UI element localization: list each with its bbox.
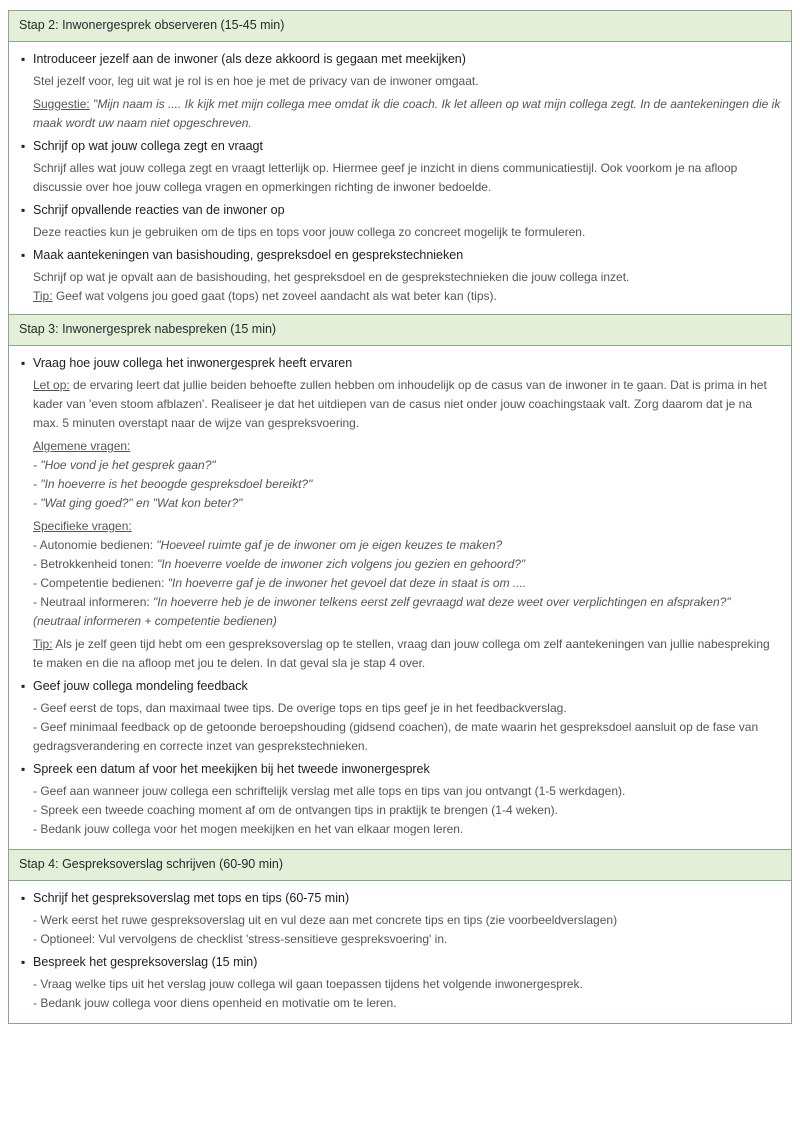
item-title: Schrijf op wat jouw collega zegt en vraagt: [33, 139, 263, 153]
document-page: [8, 10, 792, 1024]
list-item: - "Wat ging goed?" en "Wat kon beter?": [33, 496, 243, 510]
list-prefix: - Autonomie bedienen:: [33, 538, 157, 552]
stap3-item-2: [21, 679, 781, 756]
item-text: Deze reacties kun je gebruiken om de tips en tops voor jouw collega zo concreet mogelijk te formuleren.: [33, 225, 586, 239]
list-item: - Geef minimaal feedback op de getoonde beroepshouding (gidsend coachen), de mate waarin het gespreksdoel aansluit op de fase van gedragsverandering en correcte inzet van gesprekstechnieken.: [33, 720, 759, 753]
item-title: Vraag hoe jouw collega het inwonergesprek heeft ervaren: [33, 356, 353, 370]
bullet-icon: ▪: [21, 955, 26, 969]
stap2-header: Stap 2: Inwonergesprek observeren (15-45 min): [9, 11, 791, 42]
bullet-icon: ▪: [21, 762, 26, 776]
list-item: - Bedank jouw collega voor het mogen meekijken en het van elkaar mogen leren.: [33, 822, 464, 836]
letop-paragraph: [33, 376, 781, 433]
item-title: Maak aantekeningen van basishouding, gespreksdoel en gesprekstechnieken: [33, 248, 464, 262]
tip-paragraph: [33, 287, 781, 306]
tip-label: Tip:: [33, 289, 53, 303]
list-text: "In hoeverre voelde de inwoner zich volgens jou gezien en gehoord?": [157, 557, 526, 571]
suggestie-paragraph: [33, 95, 781, 133]
list-item: [33, 574, 781, 593]
stap4-item-1: [21, 891, 781, 949]
letop-text: de ervaring leert dat jullie beiden behoefte zullen hebben om inhoudelijk op de casus van de inwoner in te gaan. Dat is prima in het kader van 'even stoom afblazen'. Realiseer je dat het uitdiepen van de casus niet onder jouw coachingstaak valt. Zorg daarom dat je na max. 5 minuten overstapt naar de wijze van gespreksvoering.: [33, 378, 767, 430]
bullet-icon: ▪: [21, 203, 26, 217]
algemene-vragen-label: Algemene vragen:: [33, 439, 131, 453]
list-item: - Geef aan wanneer jouw collega een schriftelijk verslag met alle tops en tips van jou ontvangt (1-5 werkdagen).: [33, 784, 626, 798]
list-item: - "In hoeverre is het beoogde gespreksdoel bereikt?": [33, 477, 313, 491]
tip-text: Als je zelf geen tijd hebt om een gespreksoverslag op te stellen, vraag dan jouw collega om zelf aantekeningen van jullie nabespreking te maken en die na afloop met jou te delen. In dat geval sla je stap 4 over.: [33, 637, 770, 670]
list-item: - Spreek een tweede coaching moment af om de ontvangen tips in praktijk te brengen (1-4 weken).: [33, 803, 558, 817]
item-title: Spreek een datum af voor het meekijken bij het tweede inwonergesprek: [33, 762, 430, 776]
list-item: - Vraag welke tips uit het verslag jouw collega wil gaan toepassen tijdens het volgende inwonergesprek.: [33, 977, 583, 991]
stap4-header: Stap 4: Gespreksoverslag schrijven (60-90 min): [9, 849, 791, 881]
stap3-header: Stap 3: Inwonergesprek nabespreken (15 min): [9, 314, 791, 346]
item-title: Introduceer jezelf aan de inwoner (als deze akkoord is gegaan met meekijken): [33, 52, 466, 66]
bullet-icon: ▪: [21, 891, 26, 905]
tip-text: Geef wat volgens jou goed gaat (tops) net zoveel aandacht als wat beter kan (tips).: [52, 289, 497, 303]
list-prefix: - Betrokkenheid tonen:: [33, 557, 158, 571]
list-item: [33, 593, 781, 631]
stap3-section: [9, 346, 791, 849]
tip-label: Tip:: [33, 637, 53, 651]
stap2-item-2: [21, 139, 781, 197]
bullet-icon: ▪: [21, 52, 26, 66]
bullet-icon: ▪: [21, 139, 26, 153]
item-title: Bespreek het gespreksoverslag (15 min): [33, 955, 258, 969]
list-item: - Optioneel: Vul vervolgens de checklist 'stress-sensitieve gespreksvoering' in.: [33, 932, 448, 946]
list-prefix: - Competentie bedienen:: [33, 576, 168, 590]
list-text: "In hoeverre heb je de inwoner telkens eerst zelf gevraagd wat deze weet over verplichtingen en afspraken?" (neutraal informeren + competentie bedienen): [33, 595, 731, 628]
stap2-section: [9, 42, 791, 314]
stap4-section: [9, 881, 791, 1023]
letop-label: Let op:: [33, 378, 70, 392]
stap2-item-3: [21, 203, 781, 242]
stap2-item-4: [21, 248, 781, 306]
suggestie-label: Suggestie:: [33, 97, 90, 111]
tip-paragraph: [33, 635, 781, 673]
list-text: "In hoeverre gaf je de inwoner het gevoel dat deze in staat is om ....: [167, 576, 527, 590]
list-item: - Geef eerst de tops, dan maximaal twee tips. De overige tops en tips geef je in het feedbackverslag.: [33, 701, 567, 715]
bullet-icon: ▪: [21, 248, 26, 262]
item-title: Geef jouw collega mondeling feedback: [33, 679, 248, 693]
list-prefix: - Neutraal informeren:: [33, 595, 154, 609]
stap3-item-1: [21, 356, 781, 673]
list-text: "Hoeveel ruimte gaf je de inwoner om je eigen keuzes te maken?: [156, 538, 503, 552]
item-text: Schrijf op wat je opvalt aan de basishouding, het gespreksdoel en de gesprekstechnieken die jouw collega inzet.: [33, 270, 630, 284]
bullet-icon: ▪: [21, 679, 26, 693]
specifieke-vragen-label: Specifieke vragen:: [33, 519, 132, 533]
stap2-item-1: [21, 52, 781, 133]
item-title: Schrijf het gespreksoverslag met tops en tips (60-75 min): [33, 891, 350, 905]
suggestie-text: "Mijn naam is .... Ik kijk met mijn collega mee omdat ik die coach. Ik let alleen op wat mijn collega zegt. In de aantekeningen die ik maak wordt uw naam niet opgeschreven.: [33, 97, 781, 130]
list-item: - "Hoe vond je het gesprek gaan?": [33, 458, 216, 472]
bullet-icon: ▪: [21, 356, 26, 370]
list-item: [33, 555, 781, 574]
stap3-item-3: [21, 762, 781, 839]
stap4-item-2: [21, 955, 781, 1013]
item-text: Schrijf alles wat jouw collega zegt en vraagt letterlijk op. Hiermee geef je inzicht in diens communicatiestijl. Ook voorkom je na afloop discussie over hoe jouw collega vragen en opmerkingen richting de inwoner bedoelde.: [33, 161, 738, 194]
list-item: [33, 536, 781, 555]
item-title: Schrijf opvallende reacties van de inwoner op: [33, 203, 285, 217]
item-text: Stel jezelf voor, leg uit wat je rol is en hoe je met de privacy van de inwoner omgaat.: [33, 74, 479, 88]
list-item: - Bedank jouw collega voor diens openheid en motivatie om te leren.: [33, 996, 397, 1010]
list-item: - Werk eerst het ruwe gespreksoverslag uit en vul deze aan met concrete tips en tips (zie voorbeeldverslagen): [33, 913, 618, 927]
